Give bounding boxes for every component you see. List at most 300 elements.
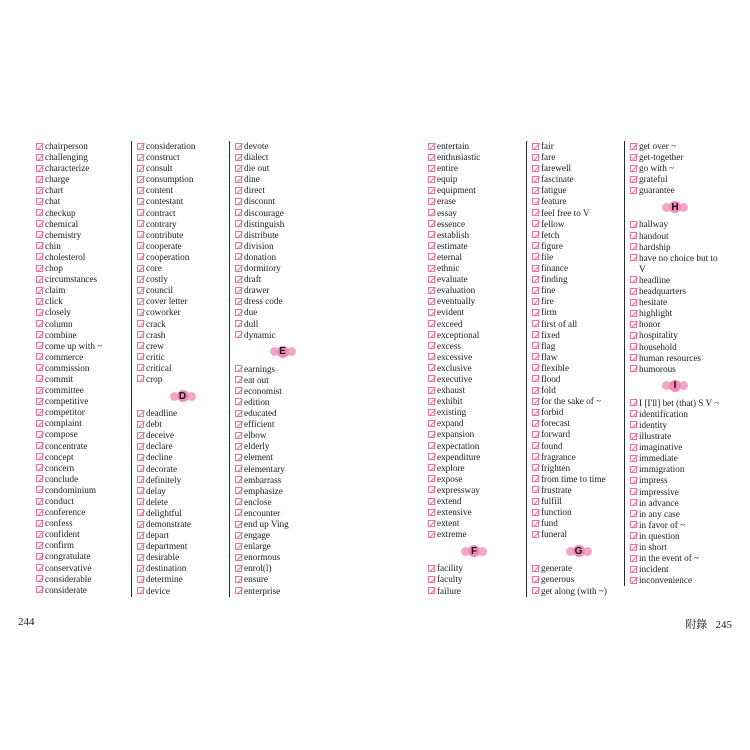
checkbox-icon[interactable] bbox=[630, 455, 637, 462]
checkbox-icon[interactable] bbox=[36, 398, 43, 405]
checkbox-icon[interactable] bbox=[36, 331, 43, 338]
checkbox-icon[interactable] bbox=[137, 487, 144, 494]
checkbox-icon[interactable] bbox=[428, 364, 435, 371]
checkbox-icon[interactable] bbox=[428, 531, 435, 538]
checkbox-icon[interactable] bbox=[428, 409, 435, 416]
checkbox-icon[interactable] bbox=[137, 543, 144, 550]
checkbox-icon[interactable] bbox=[630, 555, 637, 562]
checkbox-icon[interactable] bbox=[532, 276, 539, 283]
vocab-entry bbox=[137, 141, 228, 152]
checkbox-icon[interactable] bbox=[235, 165, 242, 172]
checkbox-icon[interactable] bbox=[428, 187, 435, 194]
checkbox-icon[interactable] bbox=[36, 520, 43, 527]
checkbox-icon[interactable] bbox=[36, 342, 43, 349]
checkbox-icon[interactable] bbox=[532, 176, 539, 183]
checkbox-icon[interactable] bbox=[630, 421, 637, 428]
vocab-word: fragrance bbox=[541, 451, 576, 462]
vocab-word: fulfill bbox=[541, 496, 562, 506]
checkbox-icon[interactable] bbox=[630, 510, 637, 517]
checkbox-icon[interactable] bbox=[36, 154, 43, 161]
vocab-word: devote bbox=[244, 141, 269, 151]
checkbox-icon[interactable] bbox=[235, 498, 242, 505]
checkbox-icon[interactable] bbox=[235, 198, 242, 205]
vocab-word: fetch bbox=[541, 229, 560, 240]
section-letter: I bbox=[669, 380, 681, 392]
checkbox-icon[interactable] bbox=[532, 520, 539, 527]
vocab-entry bbox=[532, 374, 625, 385]
checkbox-icon[interactable] bbox=[428, 298, 435, 305]
checkbox-icon[interactable] bbox=[36, 464, 43, 471]
checkbox-icon[interactable] bbox=[137, 565, 144, 572]
checkbox-icon[interactable] bbox=[428, 587, 435, 594]
checkbox-icon[interactable] bbox=[36, 353, 43, 360]
checkbox-icon[interactable] bbox=[532, 231, 539, 238]
checkbox-icon[interactable] bbox=[36, 486, 43, 493]
checkbox-icon[interactable] bbox=[428, 498, 435, 505]
checkbox-icon[interactable] bbox=[532, 509, 539, 516]
checkbox-icon[interactable] bbox=[428, 342, 435, 349]
checkbox-icon[interactable] bbox=[36, 198, 43, 205]
vocab-word: device bbox=[146, 585, 170, 596]
checkbox-icon[interactable] bbox=[235, 154, 242, 161]
checkbox-icon[interactable] bbox=[630, 154, 637, 161]
checkbox-icon[interactable] bbox=[137, 198, 144, 205]
checkbox-icon[interactable] bbox=[137, 532, 144, 539]
checkbox-icon[interactable] bbox=[137, 521, 144, 528]
checkbox-icon[interactable] bbox=[428, 309, 435, 316]
vocab-word: conduct bbox=[45, 496, 75, 506]
vocab-word: content bbox=[146, 185, 174, 196]
checkbox-icon[interactable] bbox=[532, 409, 539, 416]
checkbox-icon[interactable] bbox=[630, 399, 637, 406]
vocab-entry bbox=[630, 353, 720, 364]
checkbox-icon[interactable] bbox=[137, 220, 144, 227]
checkbox-icon[interactable] bbox=[428, 143, 435, 150]
checkbox-icon[interactable] bbox=[137, 165, 144, 172]
checkbox-icon[interactable] bbox=[532, 209, 539, 216]
checkbox-icon[interactable] bbox=[428, 387, 435, 394]
checkbox-icon[interactable] bbox=[36, 364, 43, 371]
vocab-entry bbox=[36, 241, 124, 252]
checkbox-icon[interactable] bbox=[630, 433, 637, 440]
vocab-word: expectation bbox=[437, 440, 480, 451]
checkbox-icon[interactable] bbox=[235, 220, 242, 227]
checkbox-icon[interactable] bbox=[630, 566, 637, 573]
vocab-entry bbox=[36, 474, 124, 485]
vocab-word: core bbox=[146, 263, 162, 274]
checkbox-icon[interactable] bbox=[532, 531, 539, 538]
checkbox-icon[interactable] bbox=[36, 475, 43, 482]
checkbox-icon[interactable] bbox=[532, 464, 539, 471]
checkbox-icon[interactable] bbox=[532, 353, 539, 360]
checkbox-icon[interactable] bbox=[137, 432, 144, 439]
checkbox-icon[interactable] bbox=[36, 276, 43, 283]
checkbox-icon[interactable] bbox=[235, 465, 242, 472]
checkbox-icon[interactable] bbox=[428, 509, 435, 516]
checkbox-icon[interactable] bbox=[428, 265, 435, 272]
checkbox-icon[interactable] bbox=[235, 398, 242, 405]
vocab-entry bbox=[235, 552, 330, 563]
vocab-entry bbox=[137, 208, 228, 219]
checkbox-icon[interactable] bbox=[235, 231, 242, 238]
checkbox-icon[interactable] bbox=[235, 320, 242, 327]
checkbox-icon[interactable] bbox=[428, 464, 435, 471]
checkbox-icon[interactable] bbox=[532, 265, 539, 272]
vocab-entry bbox=[36, 319, 124, 330]
checkbox-icon[interactable] bbox=[630, 532, 637, 539]
checkbox-icon[interactable] bbox=[137, 331, 144, 338]
checkbox-icon[interactable] bbox=[532, 453, 539, 460]
section-letter: G bbox=[573, 545, 585, 557]
checkbox-icon[interactable] bbox=[532, 187, 539, 194]
checkbox-icon[interactable] bbox=[532, 375, 539, 382]
checkbox-icon[interactable] bbox=[137, 498, 144, 505]
checkbox-icon[interactable] bbox=[137, 410, 144, 417]
checkbox-icon[interactable] bbox=[235, 365, 242, 372]
vocab-word: commission bbox=[45, 362, 90, 373]
checkbox-icon[interactable] bbox=[137, 231, 144, 238]
checkbox-icon[interactable] bbox=[137, 309, 144, 316]
checkbox-icon[interactable] bbox=[137, 276, 144, 283]
checkbox-icon[interactable] bbox=[428, 220, 435, 227]
checkbox-icon[interactable] bbox=[428, 420, 435, 427]
checkbox-icon[interactable] bbox=[428, 320, 435, 327]
vocab-word: concentrate bbox=[45, 440, 88, 451]
vocab-entry bbox=[630, 253, 720, 275]
vocab-entry bbox=[630, 219, 720, 230]
checkbox-icon[interactable] bbox=[428, 565, 435, 572]
checkbox-icon[interactable] bbox=[137, 509, 144, 516]
checkbox-icon[interactable] bbox=[630, 187, 637, 194]
checkbox-icon[interactable] bbox=[137, 320, 144, 327]
checkbox-icon[interactable] bbox=[137, 554, 144, 561]
vocab-word: imaginative bbox=[639, 442, 683, 453]
checkbox-icon[interactable] bbox=[630, 332, 637, 339]
checkbox-icon[interactable] bbox=[630, 365, 637, 372]
vocab-word: generate bbox=[541, 563, 573, 574]
checkbox-icon[interactable] bbox=[630, 521, 637, 528]
vocab-word: enthusiastic bbox=[437, 152, 481, 163]
vocab-entry bbox=[36, 418, 124, 429]
checkbox-icon[interactable] bbox=[235, 421, 242, 428]
checkbox-icon[interactable] bbox=[137, 287, 144, 294]
checkbox-icon[interactable] bbox=[630, 343, 637, 350]
checkbox-icon[interactable] bbox=[137, 465, 144, 472]
vocab-entry bbox=[137, 330, 228, 341]
vocab-word: excess bbox=[437, 340, 461, 351]
checkbox-icon[interactable] bbox=[137, 576, 144, 583]
checkbox-icon[interactable] bbox=[630, 499, 637, 506]
checkbox-icon[interactable] bbox=[630, 165, 637, 172]
checkbox-icon[interactable] bbox=[428, 353, 435, 360]
checkbox-icon[interactable] bbox=[235, 509, 242, 516]
checkbox-icon[interactable] bbox=[532, 331, 539, 338]
checkbox-icon[interactable] bbox=[235, 387, 242, 394]
checkbox-icon[interactable] bbox=[532, 198, 539, 205]
checkbox-icon[interactable] bbox=[235, 309, 242, 316]
vocab-word: inconvenience bbox=[639, 575, 693, 586]
checkbox-icon[interactable] bbox=[36, 298, 43, 305]
checkbox-icon[interactable] bbox=[428, 442, 435, 449]
checkbox-icon[interactable] bbox=[428, 576, 435, 583]
checkbox-icon[interactable] bbox=[36, 564, 43, 571]
checkbox-icon[interactable] bbox=[428, 375, 435, 382]
checkbox-icon[interactable] bbox=[532, 165, 539, 172]
checkbox-icon[interactable] bbox=[137, 443, 144, 450]
checkbox-icon[interactable] bbox=[137, 421, 144, 428]
checkbox-icon[interactable] bbox=[36, 375, 43, 382]
checkbox-icon[interactable] bbox=[36, 187, 43, 194]
checkbox-icon[interactable] bbox=[532, 420, 539, 427]
vocab-entry bbox=[235, 563, 330, 574]
checkbox-icon[interactable] bbox=[235, 265, 242, 272]
vocab-entry bbox=[235, 419, 330, 430]
checkbox-icon[interactable] bbox=[630, 577, 637, 584]
checkbox-icon[interactable] bbox=[235, 587, 242, 594]
vocab-entry bbox=[630, 141, 720, 152]
checkbox-icon[interactable] bbox=[532, 387, 539, 394]
checkbox-icon[interactable] bbox=[428, 165, 435, 172]
checkbox-icon[interactable] bbox=[36, 498, 43, 505]
checkbox-icon[interactable] bbox=[428, 154, 435, 161]
checkbox-icon[interactable] bbox=[235, 532, 242, 539]
checkbox-icon[interactable] bbox=[532, 431, 539, 438]
checkbox-icon[interactable] bbox=[428, 486, 435, 493]
checkbox-icon[interactable] bbox=[235, 376, 242, 383]
vocab-entry bbox=[137, 307, 228, 318]
checkbox-icon[interactable] bbox=[235, 443, 242, 450]
checkbox-icon[interactable] bbox=[137, 454, 144, 461]
checkbox-icon[interactable] bbox=[630, 288, 637, 295]
checkbox-icon[interactable] bbox=[428, 198, 435, 205]
checkbox-icon[interactable] bbox=[630, 477, 637, 484]
checkbox-icon[interactable] bbox=[137, 298, 144, 305]
checkbox-icon[interactable] bbox=[428, 276, 435, 283]
checkbox-icon[interactable] bbox=[428, 287, 435, 294]
vocab-word: engage bbox=[244, 530, 271, 541]
vocab-word: illustrate bbox=[639, 431, 672, 442]
vocab-word: impressive bbox=[639, 486, 679, 497]
checkbox-icon[interactable] bbox=[137, 342, 144, 349]
checkbox-icon[interactable] bbox=[36, 509, 43, 516]
checkbox-icon[interactable] bbox=[428, 176, 435, 183]
checkbox-icon[interactable] bbox=[137, 375, 144, 382]
checkbox-icon[interactable] bbox=[630, 176, 637, 183]
checkbox-icon[interactable] bbox=[137, 187, 144, 194]
vocab-word: enclose bbox=[244, 496, 272, 507]
vocab-word: fatigue bbox=[541, 185, 567, 196]
checkbox-icon[interactable] bbox=[630, 444, 637, 451]
checkbox-icon[interactable] bbox=[630, 544, 637, 551]
checkbox-icon[interactable] bbox=[630, 276, 637, 283]
checkbox-icon[interactable] bbox=[532, 498, 539, 505]
vocab-entry bbox=[532, 363, 625, 374]
checkbox-icon[interactable] bbox=[36, 387, 43, 394]
vocab-entry bbox=[36, 551, 124, 562]
checkbox-icon[interactable] bbox=[137, 242, 144, 249]
checkbox-icon[interactable] bbox=[532, 342, 539, 349]
vocab-entry bbox=[630, 364, 720, 375]
checkbox-icon[interactable] bbox=[532, 154, 539, 161]
checkbox-icon[interactable] bbox=[630, 232, 637, 239]
vocab-word: finding bbox=[541, 274, 568, 285]
checkbox-icon[interactable] bbox=[36, 320, 43, 327]
checkbox-icon[interactable] bbox=[137, 176, 144, 183]
vocab-entry bbox=[428, 141, 520, 152]
checkbox-icon[interactable] bbox=[428, 253, 435, 260]
checkbox-icon[interactable] bbox=[235, 298, 242, 305]
checkbox-icon[interactable] bbox=[36, 542, 43, 549]
checkbox-icon[interactable] bbox=[532, 475, 539, 482]
checkbox-icon[interactable] bbox=[428, 331, 435, 338]
vocab-word: for the sake of ~ bbox=[541, 396, 602, 407]
vocab-entry bbox=[36, 208, 124, 219]
checkbox-icon[interactable] bbox=[36, 287, 43, 294]
checkbox-icon[interactable] bbox=[428, 431, 435, 438]
checkbox-icon[interactable] bbox=[36, 253, 43, 260]
checkbox-icon[interactable] bbox=[532, 143, 539, 150]
vocab-word: generous bbox=[541, 574, 575, 585]
checkbox-icon[interactable] bbox=[428, 398, 435, 405]
checkbox-icon[interactable] bbox=[235, 242, 242, 249]
checkbox-icon[interactable] bbox=[36, 442, 43, 449]
checkbox-icon[interactable] bbox=[532, 486, 539, 493]
checkbox-icon[interactable] bbox=[235, 576, 242, 583]
checkbox-icon[interactable] bbox=[630, 221, 637, 228]
checkbox-icon[interactable] bbox=[137, 253, 144, 260]
checkbox-icon[interactable] bbox=[36, 309, 43, 316]
vocab-word: impress bbox=[639, 475, 668, 486]
checkbox-icon[interactable] bbox=[235, 487, 242, 494]
checkbox-icon[interactable] bbox=[36, 553, 43, 560]
checkbox-icon[interactable] bbox=[630, 354, 637, 361]
vocab-entry bbox=[532, 252, 625, 263]
vocab-word: ethnic bbox=[437, 263, 460, 274]
checkbox-icon[interactable] bbox=[235, 454, 242, 461]
vocab-word: circumstances bbox=[45, 274, 98, 285]
checkbox-icon[interactable] bbox=[630, 299, 637, 306]
checkbox-icon[interactable] bbox=[532, 576, 539, 583]
checkbox-icon[interactable] bbox=[235, 331, 242, 338]
checkbox-icon[interactable] bbox=[235, 253, 242, 260]
checkbox-icon[interactable] bbox=[36, 420, 43, 427]
checkbox-icon[interactable] bbox=[532, 320, 539, 327]
checkbox-icon[interactable] bbox=[235, 432, 242, 439]
checkbox-icon[interactable] bbox=[235, 176, 242, 183]
checkbox-icon[interactable] bbox=[235, 543, 242, 550]
checkbox-icon[interactable] bbox=[36, 231, 43, 238]
checkbox-icon[interactable] bbox=[532, 242, 539, 249]
checkbox-icon[interactable] bbox=[532, 565, 539, 572]
checkbox-icon[interactable] bbox=[36, 220, 43, 227]
vocab-word: educated bbox=[244, 408, 277, 419]
checkbox-icon[interactable] bbox=[532, 253, 539, 260]
vocab-entry bbox=[630, 509, 720, 520]
checkbox-icon[interactable] bbox=[235, 521, 242, 528]
checkbox-icon[interactable] bbox=[137, 587, 144, 594]
checkbox-icon[interactable] bbox=[36, 586, 43, 593]
checkbox-icon[interactable] bbox=[532, 398, 539, 405]
checkbox-icon[interactable] bbox=[630, 243, 637, 250]
checkbox-icon[interactable] bbox=[532, 298, 539, 305]
checkbox-icon[interactable] bbox=[36, 143, 43, 150]
checkbox-icon[interactable] bbox=[630, 254, 637, 261]
checkbox-icon[interactable] bbox=[137, 353, 144, 360]
checkbox-icon[interactable] bbox=[36, 531, 43, 538]
checkbox-icon[interactable] bbox=[630, 143, 637, 150]
vocab-entry bbox=[532, 219, 625, 230]
checkbox-icon[interactable] bbox=[36, 575, 43, 582]
vocab-entry bbox=[137, 430, 228, 441]
checkbox-icon[interactable] bbox=[532, 309, 539, 316]
checkbox-icon[interactable] bbox=[137, 209, 144, 216]
checkbox-icon[interactable] bbox=[630, 321, 637, 328]
checkbox-icon[interactable] bbox=[235, 565, 242, 572]
checkbox-icon[interactable] bbox=[630, 310, 637, 317]
checkbox-icon[interactable] bbox=[235, 276, 242, 283]
checkbox-icon[interactable] bbox=[235, 209, 242, 216]
section-header bbox=[532, 541, 625, 561]
checkbox-icon[interactable] bbox=[235, 476, 242, 483]
checkbox-icon[interactable] bbox=[428, 475, 435, 482]
checkbox-icon[interactable] bbox=[137, 143, 144, 150]
checkbox-icon[interactable] bbox=[36, 165, 43, 172]
checkbox-icon[interactable] bbox=[137, 154, 144, 161]
vocab-entry bbox=[36, 374, 124, 385]
checkbox-icon[interactable] bbox=[235, 187, 242, 194]
checkbox-icon[interactable] bbox=[36, 431, 43, 438]
vocab-entry bbox=[36, 563, 124, 574]
checkbox-icon[interactable] bbox=[235, 143, 242, 150]
vocab-word: I [I'll] bet (that) S V ~ bbox=[639, 397, 720, 408]
checkbox-icon[interactable] bbox=[428, 231, 435, 238]
checkbox-icon[interactable] bbox=[630, 488, 637, 495]
checkbox-icon[interactable] bbox=[137, 476, 144, 483]
vocab-entry bbox=[235, 441, 330, 452]
checkbox-icon[interactable] bbox=[630, 466, 637, 473]
vocab-entry bbox=[532, 441, 625, 452]
checkbox-icon[interactable] bbox=[36, 209, 43, 216]
vocab-word: flag bbox=[541, 340, 556, 351]
vocab-word: extreme bbox=[437, 529, 467, 540]
checkbox-icon[interactable] bbox=[532, 442, 539, 449]
checkbox-icon[interactable] bbox=[36, 242, 43, 249]
checkbox-icon[interactable] bbox=[532, 587, 539, 594]
checkbox-icon[interactable] bbox=[428, 453, 435, 460]
vocab-entry bbox=[428, 586, 520, 597]
checkbox-icon[interactable] bbox=[532, 364, 539, 371]
checkbox-icon[interactable] bbox=[235, 287, 242, 294]
checkbox-icon[interactable] bbox=[428, 209, 435, 216]
checkbox-icon[interactable] bbox=[137, 265, 144, 272]
vocab-entry bbox=[137, 464, 228, 475]
checkbox-icon[interactable] bbox=[532, 287, 539, 294]
vocab-word: compose bbox=[45, 429, 78, 440]
checkbox-icon[interactable] bbox=[36, 176, 43, 183]
vocab-word: flood bbox=[541, 373, 561, 384]
checkbox-icon[interactable] bbox=[137, 364, 144, 371]
checkbox-icon[interactable] bbox=[235, 410, 242, 417]
checkbox-icon[interactable] bbox=[428, 520, 435, 527]
checkbox-icon[interactable] bbox=[36, 265, 43, 272]
checkbox-icon[interactable] bbox=[36, 453, 43, 460]
vocab-entry bbox=[532, 241, 625, 252]
checkbox-icon[interactable] bbox=[235, 554, 242, 561]
checkbox-icon[interactable] bbox=[532, 220, 539, 227]
checkbox-icon[interactable] bbox=[36, 409, 43, 416]
checkbox-icon[interactable] bbox=[428, 242, 435, 249]
checkbox-icon[interactable] bbox=[630, 410, 637, 417]
